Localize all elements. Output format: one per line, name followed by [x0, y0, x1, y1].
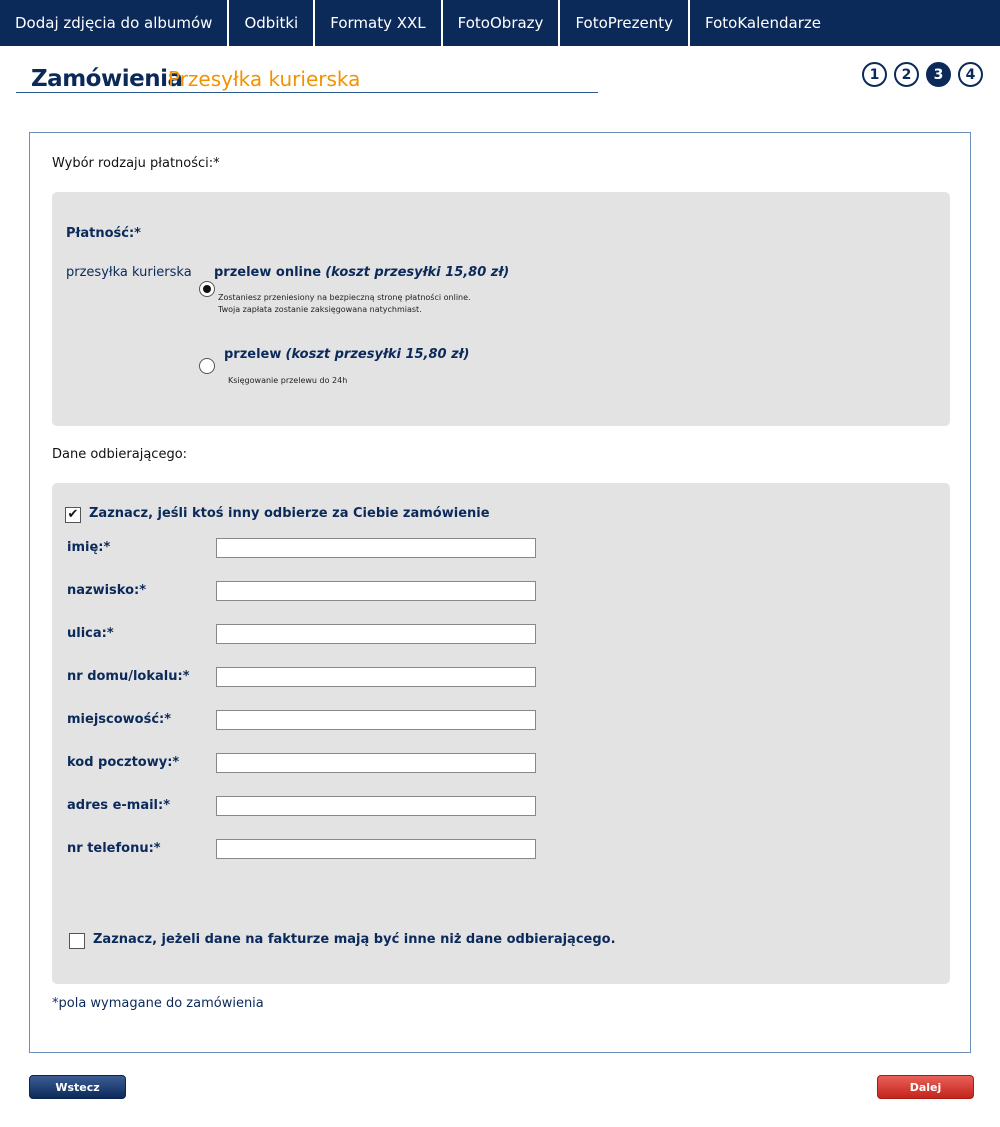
field-email-input[interactable]: [216, 796, 536, 816]
field-first-name-label: imię:*: [67, 540, 111, 555]
field-first-name-input[interactable]: [216, 538, 536, 558]
other-person-label: Zaznacz, jeśli ktoś inny odbierze za Ciebie zamówienie: [89, 506, 490, 521]
payment-option-transfer-cost: (koszt przesyłki 15,80 zł): [285, 347, 470, 362]
field-email-label: adres e-mail:*: [67, 798, 171, 813]
nav-item-prints[interactable]: Odbitki: [229, 0, 315, 46]
recipient-section-label: Dane odbierającego:: [52, 447, 188, 462]
payment-option-online-desc2: Twoja zapłata zostanie zaksięgowana natychmiast.: [218, 305, 422, 314]
payment-option-transfer-name: przelew: [224, 347, 282, 362]
page-subtitle: Przesyłka kurierska: [168, 67, 361, 91]
payment-heading: Płatność:*: [66, 226, 141, 241]
field-house-number-label: nr domu/lokalu:*: [67, 669, 190, 684]
payment-option-online-radio[interactable]: [199, 281, 215, 297]
payment-method-label: przesyłka kurierska: [66, 265, 192, 280]
page-title: Zamówienia: [31, 66, 183, 92]
field-last-name-input[interactable]: [216, 581, 536, 601]
payment-option-online-name: przelew online: [214, 265, 322, 280]
payment-option-online-cost: (koszt przesyłki 15,80 zł): [325, 265, 510, 280]
nav-item-add-photos[interactable]: Dodaj zdjęcia do albumów: [0, 0, 229, 46]
field-phone-label: nr telefonu:*: [67, 841, 161, 856]
field-postal-code-label: kod pocztowy:*: [67, 755, 180, 770]
back-button[interactable]: Wstecz: [29, 1075, 126, 1099]
nav-item-xxl-formats[interactable]: Formaty XXL: [315, 0, 442, 46]
payment-option-transfer-desc: Księgowanie przelewu do 24h: [228, 376, 348, 385]
field-street-input[interactable]: [216, 624, 536, 644]
field-street-label: ulica:*: [67, 626, 114, 641]
step-indicator: [862, 62, 990, 87]
field-phone-input[interactable]: [216, 839, 536, 859]
page-header: [16, 62, 598, 93]
nav-item-photo-gifts[interactable]: FotoPrezenty: [560, 0, 690, 46]
payment-box: [52, 192, 950, 426]
other-person-checkbox[interactable]: ✔: [65, 507, 81, 523]
field-city-label: miejscowość:*: [67, 712, 172, 727]
invoice-label: Zaznacz, jeżeli dane na fakturze mają być inne niż dane odbierającego.: [93, 932, 616, 947]
invoice-checkbox[interactable]: [69, 933, 85, 949]
step-2: 2: [894, 62, 919, 87]
step-1: 1: [862, 62, 887, 87]
payment-option-online-title: [214, 265, 509, 280]
recipient-box: [52, 483, 950, 984]
top-navigation: [0, 0, 1000, 46]
field-house-number-input[interactable]: [216, 667, 536, 687]
payment-option-online-desc1: Zostaniesz przeniesiony na bezpieczną stronę płatności online.: [218, 293, 471, 302]
payment-section-label: Wybór rodzaju płatności:*: [52, 156, 220, 171]
nav-item-photo-canvases[interactable]: FotoObrazy: [443, 0, 561, 46]
field-last-name-label: nazwisko:*: [67, 583, 147, 598]
nav-item-photo-calendars[interactable]: FotoKalendarze: [704, 14, 821, 32]
step-3-active: 3: [926, 62, 951, 87]
field-postal-code-input[interactable]: [216, 753, 536, 773]
step-4: 4: [958, 62, 983, 87]
required-fields-note: *pola wymagane do zamówienia: [52, 996, 264, 1011]
payment-option-transfer-title: [224, 347, 469, 362]
order-form-panel: [29, 132, 971, 1053]
field-city-input[interactable]: [216, 710, 536, 730]
next-button[interactable]: Dalej: [877, 1075, 974, 1099]
payment-option-transfer-radio[interactable]: [199, 358, 215, 374]
